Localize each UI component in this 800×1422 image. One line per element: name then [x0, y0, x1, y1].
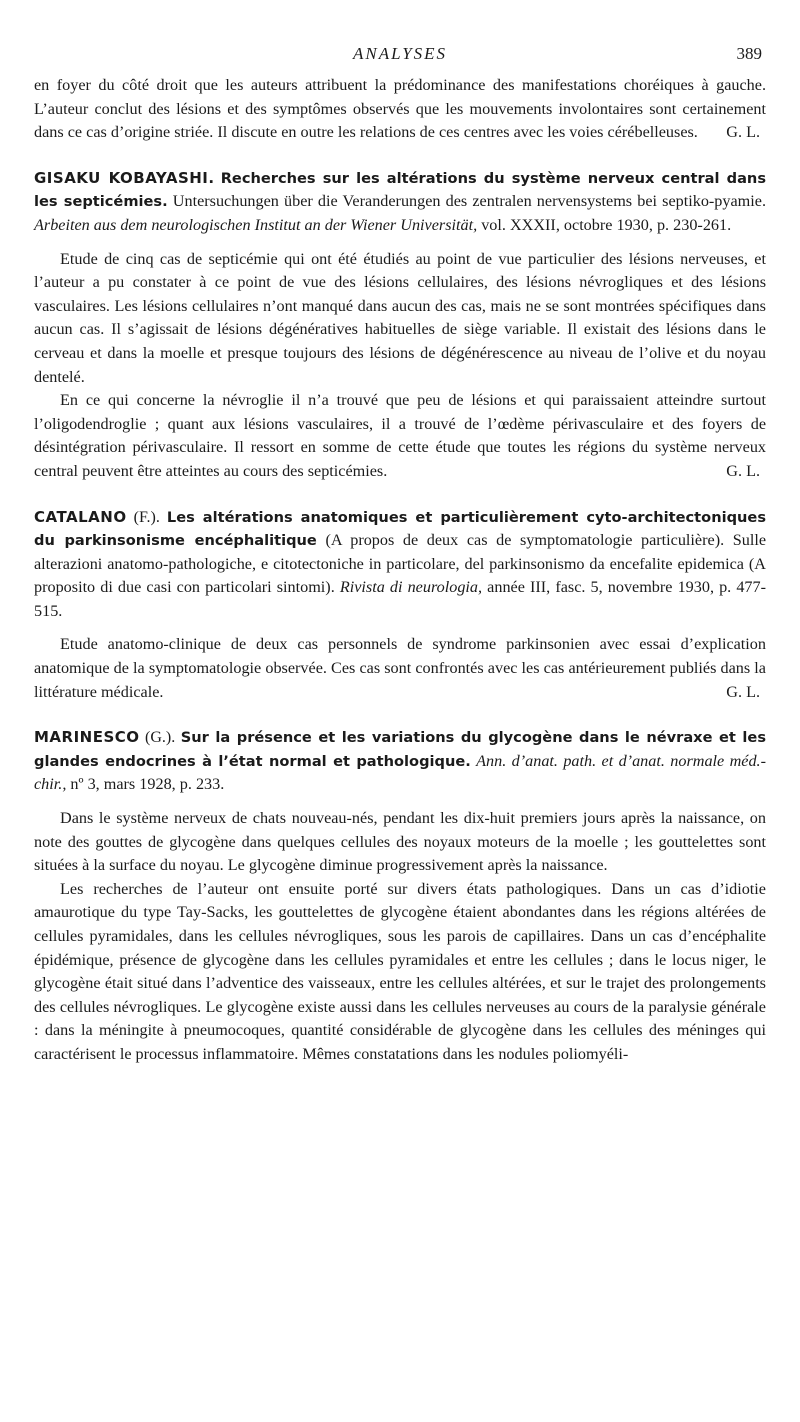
review-paragraph-text: Etude anatomo-clinique de deux cas personnels de syndrome parkinsonien avec essai d’explication anatomique de la symptomatologie observée. Ces cas sont confrontés avec les cas antérieurement publiés dans la littérature médicale.	[34, 635, 766, 701]
review-entry-catalano	[34, 506, 766, 705]
entry-heading	[34, 167, 766, 238]
article-title: Les altérations anatomiques et particulièrement cyto-architectoniques du parkinsonisme encéphalitique	[34, 508, 767, 550]
source-reference: année III, fasc. 5, novembre 1930, p. 477-515.	[34, 578, 766, 620]
review-entry-kobayashi	[34, 167, 766, 484]
author-initial: (G.).	[145, 729, 176, 747]
review-entry-marinesco	[34, 726, 766, 1066]
author-name: MARINESCO	[34, 728, 140, 747]
article-subtitle: Untersuchungen über die Veranderungen des zentralen nervensystems bei septiko-pyamie.	[172, 192, 766, 211]
source-reference: nº 3, mars 1928, p. 233.	[70, 775, 225, 794]
source-journal: Arbeiten aus dem neurologischen Institut an der Wiener Universität,	[34, 215, 478, 234]
entry-heading	[34, 506, 766, 624]
review-paragraph	[34, 633, 766, 704]
review-paragraph-text: En ce qui concerne la névroglie il n’a trouvé que peu de lésions et qui paraissaient atteindre surtout l’oligodendroglie ; quant aux lésions vasculaires, il a trouvé de l’œdème périvasculaire et des foyers de désintégration périvasculaire. Il ressort en somme de cette étude que toutes les régions du système nerveux central peuvent être atteintes au cours des septicémies.	[34, 391, 766, 480]
article-title: Sur la présence et les variations du glycogène dans le névraxe et les glandes endocrines à l’état normal et pathologique.	[34, 729, 767, 770]
review-paragraph: Dans le système nerveux de chats nouveau-nés, pendant les dix-huit premiers jours après la naissance, on note des gouttes de glycogène dans quelques cellules des noyaux moteurs de la moelle ; les gouttelettes sont situées à la surface du noyau. Le glycogène diminue progressivement après la naissance.	[34, 809, 766, 875]
reviewer-signature: G. L.	[726, 682, 760, 701]
intro-signature: G. L.	[726, 123, 760, 142]
running-title: ANALYSES	[352, 44, 448, 63]
source-reference: vol. XXXII, octobre 1930, p. 230-261.	[481, 215, 732, 234]
review-paragraph: Etude de cinq cas de septicémie qui ont été étudiés au point de vue particulier des lésions nerveuses, et l’auteur a pu constater à ce point de vue des lésions cellulaires, des lésions névrogliques et des lésions vasculaires. Les lésions cellulaires n’ont manqué dans aucun des cas, mais ne se sont montrées spécifiques dans aucun cas. Il s’agissait de lésions dégénératives habituelles de siège variable. Il existait des lésions dans le cerveau et dans la moelle et presque toujours des lésions de dégénérescence au niveau de l’olive et du noyau dentelé.	[34, 249, 766, 386]
author-initial: (F.).	[133, 508, 160, 526]
article-title: Recherches sur les altérations du système nerveux central dans les septicémies.	[34, 169, 767, 211]
reviewer-signature: G. L.	[726, 461, 760, 480]
page-number: 389	[736, 44, 762, 63]
source-journal: Rivista di neurologia,	[339, 578, 483, 597]
page-body	[34, 74, 766, 1067]
page-header	[0, 44, 800, 68]
author-name: CATALANO	[34, 507, 127, 526]
article-subtitle: (A propos de deux cas de symptomatologie particulière). Sulle alterazioni anatomo-pathologiche, e citotectoniche in particolare, del parkinsonismo da encefalite epidemica (A proposito di due casi con particolari sintomi).	[34, 531, 767, 597]
review-paragraph	[34, 389, 766, 483]
intro-paragraph	[34, 74, 766, 145]
entry-heading	[34, 726, 766, 797]
intro-text: en foyer du côté droit que les auteurs attribuent la prédominance des manifestations choréiques à gauche. L’auteur conclut des lésions et des symptômes observés que les mouvements involontaires sont certainement dans ce cas d’origine striée. Il discute en outre les relations de ces centres avec les voies cérébelleuses.	[34, 76, 766, 142]
review-paragraph: Les recherches de l’auteur ont ensuite porté sur divers états pathologiques. Dans un cas d’idiotie amaurotique du type Tay-Sacks, les gouttelettes de glycogène étaient abondantes dans les régions altérées de cellules pyramidales, dans les cellules névrogliques, sous les parois de capillaires. Dans un cas d’encéphalite épidémique, présence de glycogène dans les cellules pyramidales et entre les cellules ; dans le locus niger, le glycogène était situé dans l’adventice des vaisseaux, entre les cellules altérées, et sur le trajet des prolongements des cellules névrogliques. Le glycogène existe aussi dans les cellules nerveuses au cours de la paralysie générale : dans la méningite à pneumocoques, quantité considérable de glycogène dans les cellules des méninges qui caractérisent le processus inflammatoire. Mêmes constatations dans les nodules poliomyéli-	[34, 879, 766, 1063]
source-journal: Ann. d’anat. path. et d’anat. normale méd.-chir.,	[34, 751, 766, 794]
author-name: GISAKU KOBAYASHI.	[34, 168, 215, 187]
